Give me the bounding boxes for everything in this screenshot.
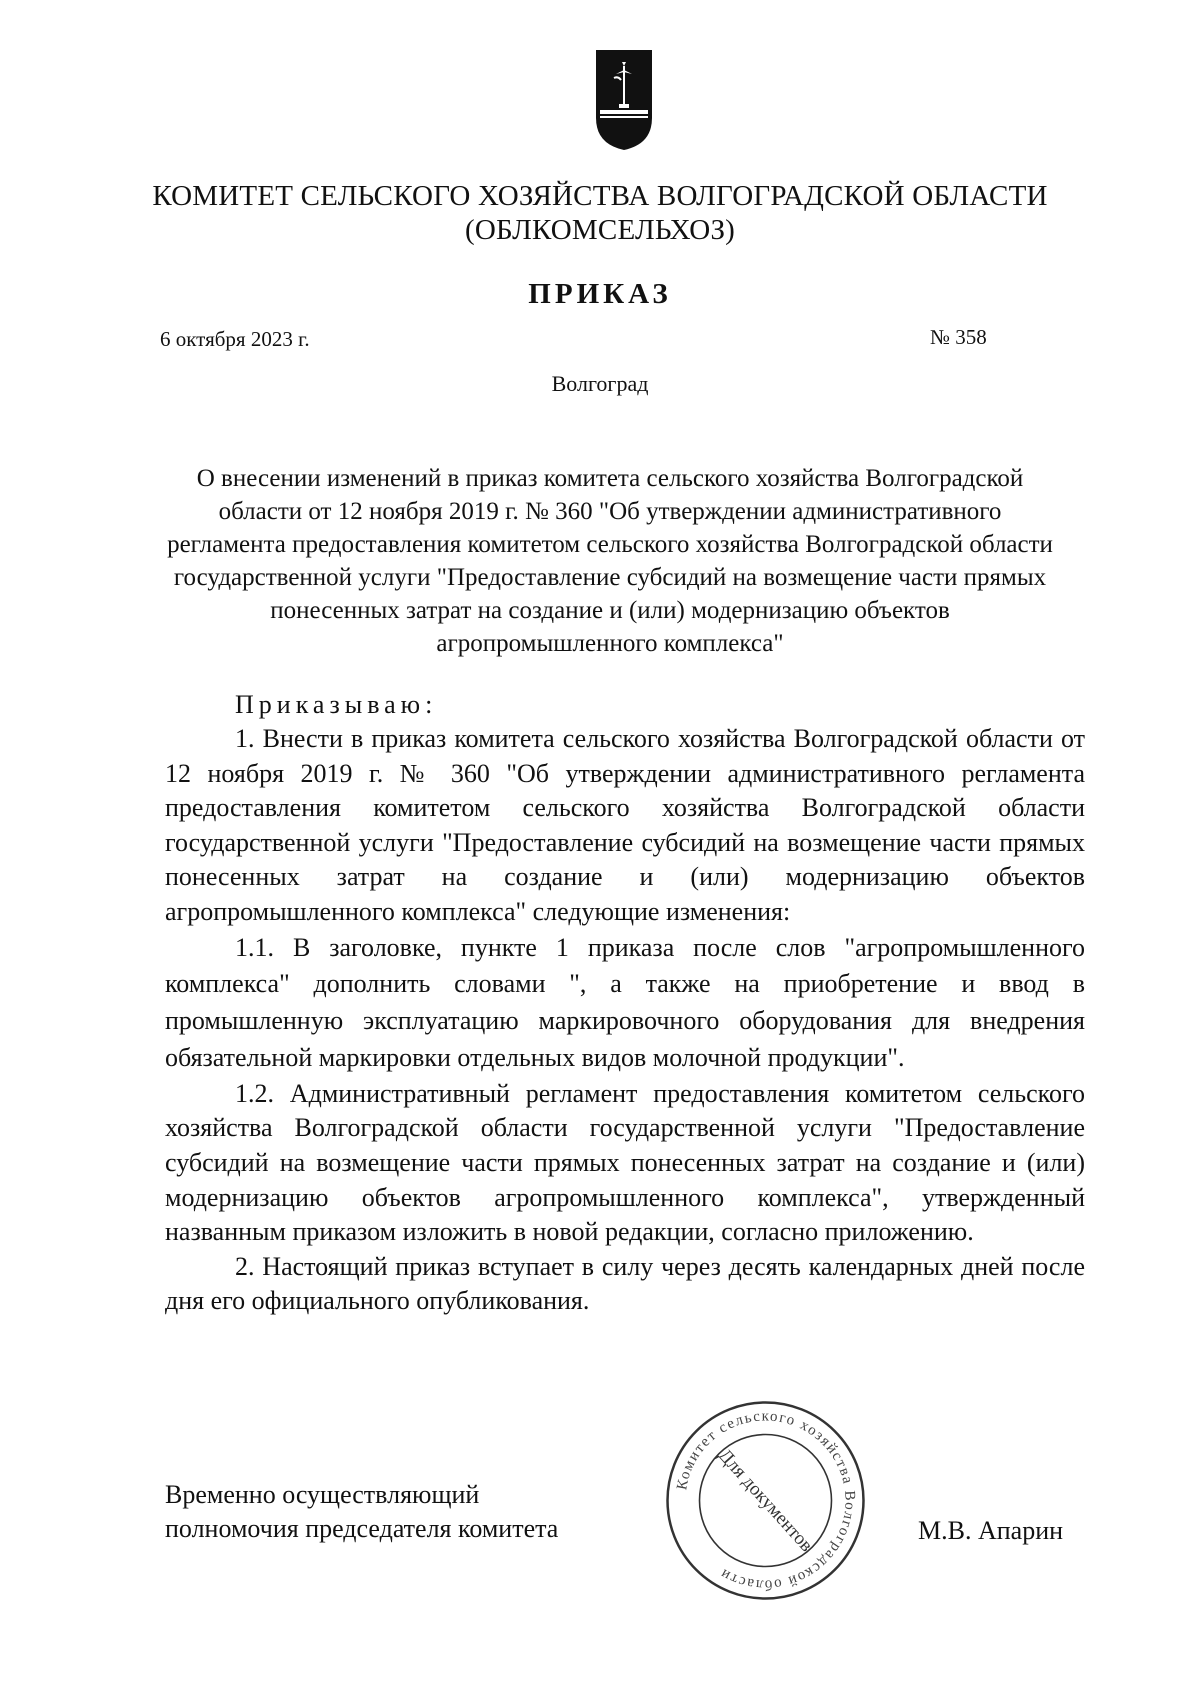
order-verb: Приказываю: xyxy=(235,690,438,719)
document-type-title: ПРИКАЗ xyxy=(528,278,672,310)
paragraph-2: 2. Настоящий приказ вступает в силу через десять календарных дней после дня его официального опубликования. xyxy=(165,1251,1085,1316)
document-city: Волгоград xyxy=(551,371,649,396)
seal-outer-text: Комитет сельского хозяйства Волгоградской области xyxy=(674,1408,858,1593)
signatory-position-line-2: полномочия председателя комитета xyxy=(165,1514,559,1543)
document-subject: О внесении изменений в приказ комитета сельского хозяйства Волгоградской области от 12 ноября 2019 г. № 360 "Об утверждении административного регламента предоставления комитетом сельского хозяйства Волгоградской области государственной услуги "Предоставление субсидий на возмещение части прямых понесенных затрат на создание и (или) модернизацию объектов агропромышленного комплекса" xyxy=(167,465,1053,657)
document-body xyxy=(165,722,1085,1319)
official-seal-stamp xyxy=(663,1398,868,1603)
paragraph-1: 1. Внести в приказ комитета сельского хозяйства Волгоградской области от 12 ноября 2019 г. № 360 "Об утверждении административного регламента предоставления комитетом сельского хозяйства Волгоградской области государственной услуги "Предоставление субсидий на возмещение части прямых понесенных затрат на создание и (или) модернизацию объектов агропромышленного комплекса" следующие изменения: xyxy=(165,724,1085,926)
seal-center-text: Для документов xyxy=(714,1444,817,1557)
document-number: № 358 xyxy=(930,325,987,349)
coat-of-arms-emblem-icon xyxy=(594,48,654,152)
organization-short-name: (ОБЛКОМСЕЛЬХОЗ) xyxy=(464,214,736,246)
organization-name: КОМИТЕТ СЕЛЬСКОГО ХОЗЯЙСТВА ВОЛГОГРАДСКОЙ ОБЛАСТИ xyxy=(152,180,1048,212)
signatory-position-line-1: Временно осуществляющий xyxy=(165,1480,480,1509)
signatory-position xyxy=(165,1478,558,1546)
paragraph-1-1: 1.1. В заголовке, пункте 1 приказа после слов "агропромышленного комплекса" дополнить словами ", а также на приобретение и ввод в промышленную эксплуатацию маркировочного оборудования для внедрения обязательной маркировки отдельных видов молочной продукции". xyxy=(165,932,1085,1072)
document-date: 6 октября 2023 г. xyxy=(160,327,310,351)
signatory-name: М.В. Апарин xyxy=(918,1516,1064,1545)
paragraph-1-2: 1.2. Административный регламент предоставления комитетом сельского хозяйства Волгоградской области государственной услуги "Предоставление субсидий на возмещение части прямых понесенных затрат на создание и (или) модернизацию объектов агропромышленного комплекса", утвержденный названным приказом изложить в новой редакции, согласно приложению. xyxy=(165,1078,1085,1247)
